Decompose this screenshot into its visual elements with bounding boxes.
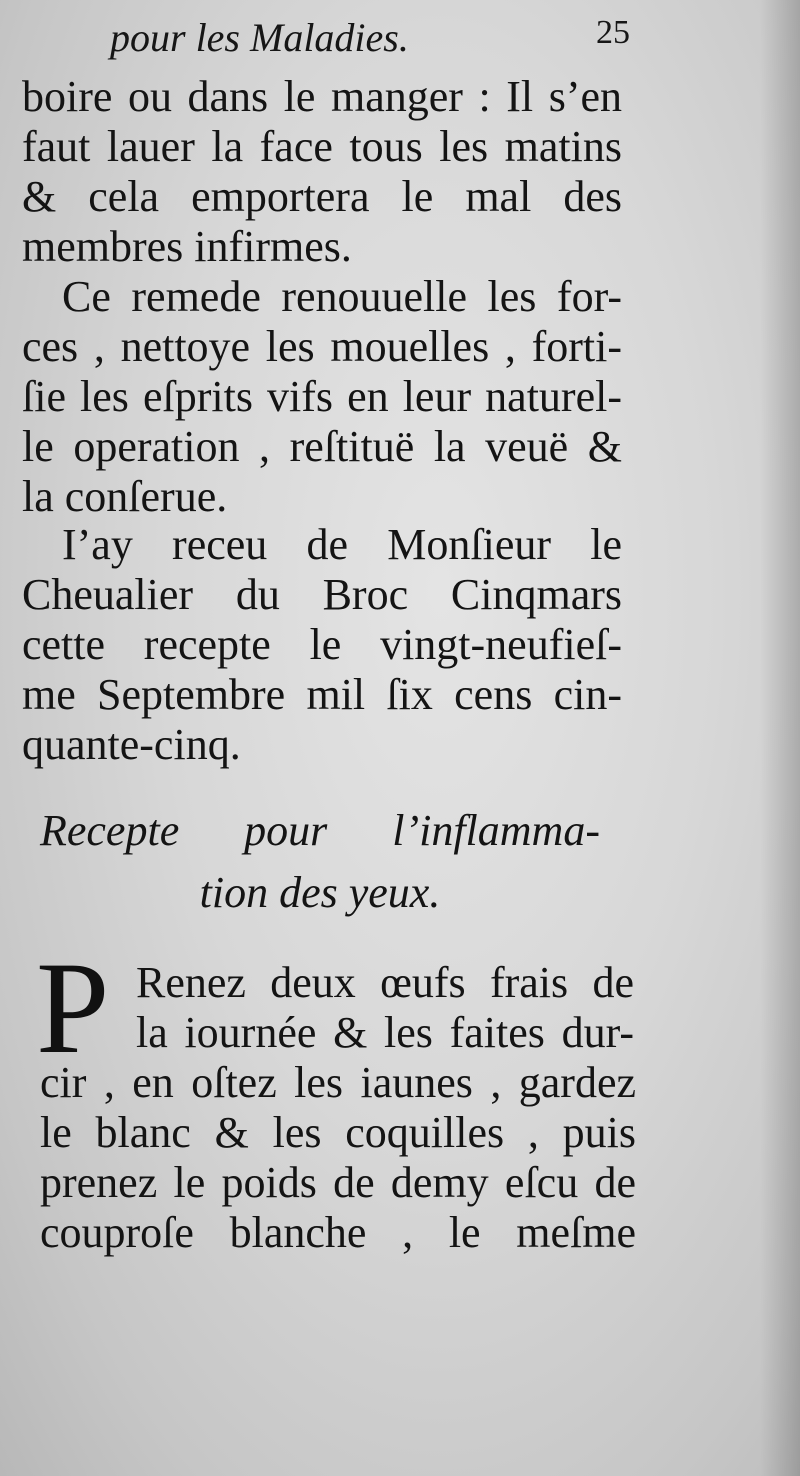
text-line: ſie les eſprits vifs en leur naturel- xyxy=(22,372,622,421)
section-heading xyxy=(40,800,600,924)
text-line: couproſe blanche , le meſme xyxy=(40,1208,636,1257)
text-line: prenez le poids de demy eſcu de xyxy=(40,1158,636,1207)
recipe-paragraph xyxy=(40,1058,636,1258)
text-line: cir , en oſtez les iaunes , gardez xyxy=(40,1058,636,1107)
heading-line: tion des yeux. xyxy=(199,868,441,917)
text-line: boire ou dans le manger : Il s’en xyxy=(22,72,622,121)
paragraph-2 xyxy=(22,272,622,522)
recipe-paragraph-top xyxy=(136,958,634,1058)
paragraph-1 xyxy=(22,72,622,272)
drop-cap: P xyxy=(36,934,110,1081)
text-line: me Septembre mil ſix cens cin- xyxy=(22,670,622,719)
text-line: membres infirmes. xyxy=(22,222,352,271)
page-header xyxy=(110,14,630,64)
text-line: le blanc & les coquilles , puis xyxy=(40,1108,636,1157)
running-title: pour les Maladies. xyxy=(110,15,409,60)
text-line: & cela emportera le mal des xyxy=(22,172,622,221)
text-line: la conſerue. xyxy=(22,472,228,521)
text-line: Ce remede renouuelle les for- xyxy=(62,272,622,321)
page-edge-shadow xyxy=(760,0,800,1476)
text-line: quante-cinq. xyxy=(22,720,241,769)
text-line: cette recepte le vingt-neufieſ- xyxy=(22,620,622,669)
page-number: 25 xyxy=(596,14,630,51)
text-line: la iournée & les faites dur- xyxy=(136,1008,634,1057)
text-line: ces , nettoye les mouelles , forti- xyxy=(22,322,622,371)
text-line: I’ay receu de Monſieur le xyxy=(62,520,622,569)
paragraph-3 xyxy=(22,520,622,770)
text-line: le operation , reſtituë la veuë & xyxy=(22,422,622,471)
text-line: Renez deux œufs frais de xyxy=(136,958,634,1007)
text-line: Cheualier du Broc Cinqmars xyxy=(22,570,622,619)
heading-line: Recepte pour l’inflamma- xyxy=(40,806,600,855)
text-line: faut lauer la face tous les matins xyxy=(22,122,622,171)
